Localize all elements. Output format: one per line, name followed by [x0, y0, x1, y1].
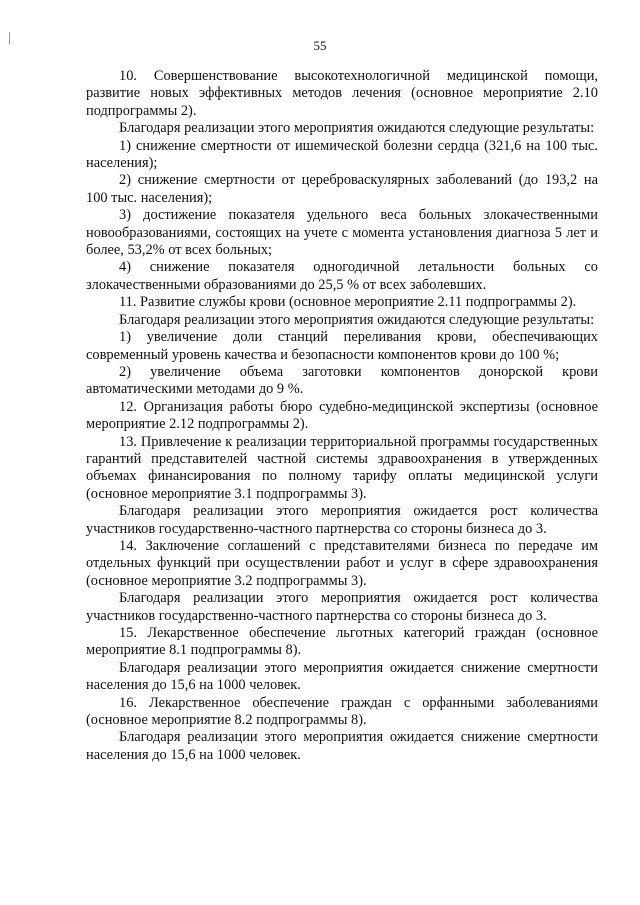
paragraph-result-item: 1) увеличение доли станций переливания крови, обеспечивающих современный уровень качества и безопасности компонентов крови до 100 %; — [86, 329, 598, 363]
paragraph-result-text: Благодаря реализации этого мероприятия ожидается рост количества участников государственно-частного партнерства со стороны бизнеса до 3. — [86, 590, 598, 624]
paragraph-result-item: 2) снижение смертности от цереброваскулярных заболеваний (до 193,2 на 100 тыс. населения); — [86, 172, 598, 206]
paragraph-results-intro: Благодаря реализации этого мероприятия ожидаются следующие результаты: — [119, 311, 595, 328]
document-body — [86, 68, 598, 764]
paragraph-item-10-heading: 10. Совершенствование высокотехнологичной медицинской помощи, развитие новых эффективных методов лечения (основное мероприятие 2.10 подпрограммы 2). — [86, 68, 598, 119]
paragraph-item-12-heading: 12. Организация работы бюро судебно-медицинской экспертизы (основное мероприятие 2.12 подпрограммы 2). — [86, 398, 598, 433]
paragraph-item-13-heading: 13. Привлечение к реализации территориальной программы государственных гарантий представителей частной системы здравоохранения в утвержденных объемах финансирования по полному тарифу оплаты медицинской услуги (основное мероприятие 3.1 подпрограммы 3). — [86, 433, 598, 502]
paragraph-item-14-heading: 14. Заключение соглашений с представителями бизнеса по передаче им отдельных функций при осуществлении работ и услуг в сфере здравоохранения (основное мероприятие 3.2 подпрограммы 3). — [86, 537, 598, 589]
page-number: 55 — [313, 38, 327, 53]
paragraph-results-intro: Благодаря реализации этого мероприятия ожидаются следующие результаты: — [119, 120, 595, 137]
paragraph-result-text: Благодаря реализации этого мероприятия ожидается рост количества участников государственно-частного партнерства со стороны бизнеса до 3. — [86, 503, 598, 537]
paragraph-result-text: Благодаря реализации этого мероприятия ожидается снижение смертности населения до 15,6 на 1000 человек. — [86, 659, 598, 694]
paragraph-item-15-heading: 15. Лекарственное обеспечение льготных категорий граждан (основное мероприятие 8.1 подпрограммы 8). — [86, 625, 598, 659]
paragraph-item-16-heading: 16. Лекарственное обеспечение граждан с орфанными заболеваниями (основное мероприятие 8.2 подпрограммы 8). — [86, 694, 598, 729]
paragraph-result-item: 1) снижение смертности от ишемической болезни сердца (321,6 на 100 тыс. населения); — [86, 137, 598, 172]
paragraph-result-item: 4) снижение показателя одногодичной летальности больных со злокачественными образованиями до 25,5 % от всех заболевших. — [86, 259, 598, 293]
paragraph-result-text: Благодаря реализации этого мероприятия ожидается снижение смертности населения до 15,6 на 1000 человек. — [86, 729, 598, 763]
paragraph-result-item: 2) увеличение объема заготовки компонентов донорской крови автоматическими методами до 9 %. — [86, 363, 598, 398]
paragraph-item-11-heading: 11. Развитие службы крови (основное мероприятие 2.11 подпрограммы 2). — [119, 294, 577, 311]
paragraph-result-item: 3) достижение показателя удельного веса больных злокачественными новообразованиями, состоящих на учете с момента установления диагноза 5 лет и более, 53,2% от всех больных; — [86, 207, 598, 259]
